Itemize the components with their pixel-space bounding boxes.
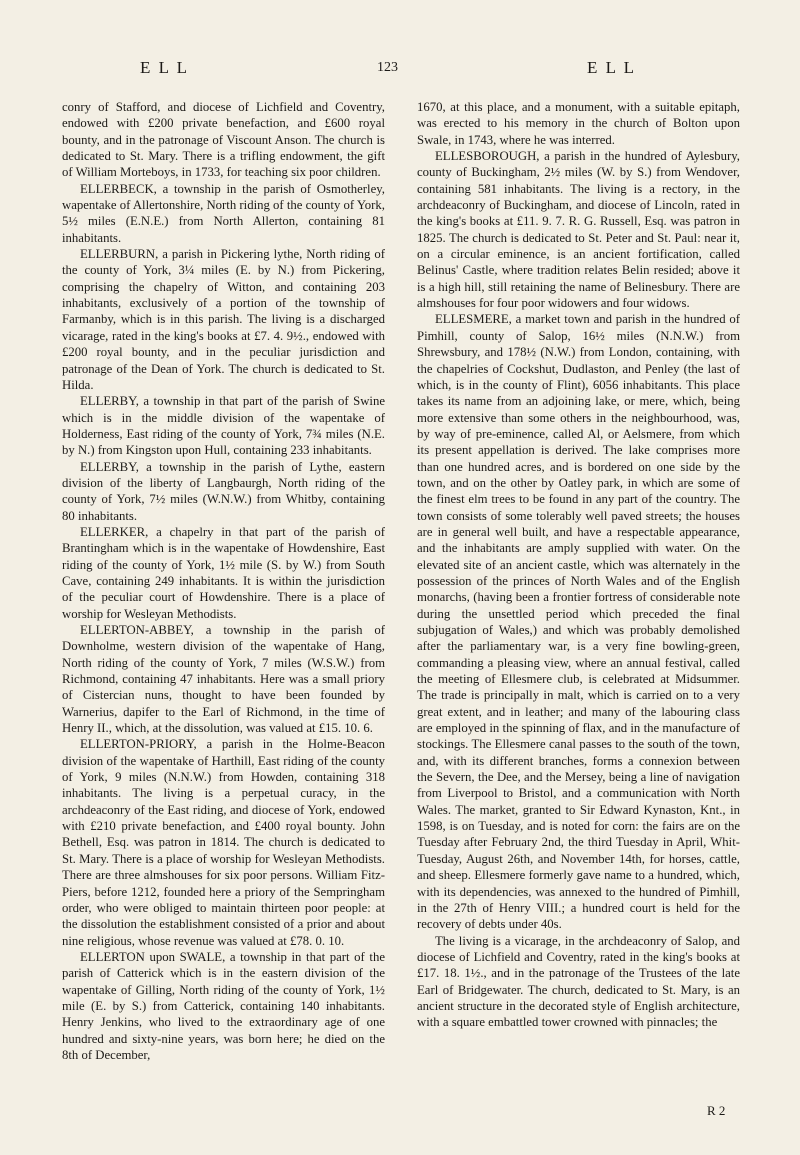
entry-ellerton-abbey: ELLERTON-ABBEY, a township in the parish of Downholme, western division of the wapentake of Hang, North riding of the county of York, 7 miles (W.S.W.) from Richmond, containing 47 inhabitants. Here was a small priory of Cistercian nuns, thought to have been founded by Warnerius, dapifer to the Earl of Richmond, in the time of Henry II., which, at the dissolution, was valued at £15. 10. 6. [62,623,385,736]
running-head-right: E L L [587,58,637,77]
entry-ellerton-priory: ELLERTON-PRIORY, a parish in the Holme-Beacon division of the wapentake of Harthill, East riding of the county of York, 9 miles (N.N.W.) from Howden, containing 318 inhabitants. The living is a perpetual curacy, in the archdeaconry of the East riding, and diocese of York, endowed with £210 private benefaction, and £400 royal bounty. John Bethell, Esq. was patron in 1814. The church is dedicated to St. Mary. There is a place of worship for Wesleyan Methodists. There are three almshouses for six poor persons. William Fitz-Piers, before 1212, founded here a priory of the Sempringham order, who were obliged to maintain thirteen poor people: at the dissolution the establishment consisted of a prior and about nine religious, whose revenue was valued at £78. 0. 10. [62,737,385,948]
entry-ellerker: ELLERKER, a chapelry in that part of the parish of Brantingham which is in the wapentake of Howdenshire, East riding of the county of York, 1½ mile (S. by W.) from South Cave, containing 249 inhabitants. It is within the jurisdiction of the peculiar court of Howdenshire. There is a place of worship for Wesleyan Methodists. [62,524,385,621]
entry-continuation-right: 1670, at this place, and a monument, with a suitable epitaph, was erected to his memory in the church of Bolton upon Swale, in 1743, where he was interred. [417,100,740,147]
left-column [62,99,385,1063]
signature-mark: R 2 [707,1103,726,1118]
entry-ellerby-lythe: ELLERBY, a township in the parish of Lythe, eastern division of the liberty of Langbaurgh, North riding of the county of York, 7½ miles (W.N.W.) from Whitby, containing 80 inhabitants. [62,459,385,523]
entry-ellesmere-living: The living is a vicarage, in the archdeaconry of Salop, and diocese of Lichfield and Coventry, rated in the king's books at £17. 18. 1½., and in the patronage of the Trustees of the late Earl of Bridgewater. The church, dedicated to St. Mary, is an ancient structure in the decorated style of English architecture, with a square embattled tower crowned with pinnacles; the [417,933,740,1030]
running-head [0,58,800,82]
entry-ellesmere: ELLESMERE, a market town and parish in the hundred of Pimhill, county of Salop, 16½ miles (N.N.W.) from Shrewsbury, and 178½ (N.W.) from London, containing, with the chapelries of Cockshut, Dudlaston, and Penley (the last of which, is in the county of Flint), 6056 inhabitants. This place takes its name from an adjoining lake, or mere, which, being more extensive than some others in the neighbourhood, was, by way of pre-eminence, called Al, or Aelsmere, from which its present appellation is derived. The lake comprises more than one hundred acres, and is bordered on one side by the town, and on the other by Oatley park, in which are some of the finest elm trees to be found in any part of the country. The town consists of some tolerably well paved streets; the houses are in general well built, and have a respectable appearance, and the inhabitants are amply supplied with water. On the elevated site of an ancient castle, which was alternately in the possession of the princes of North Wales and of the English monarchs, (having been a frontier fortress of considerable note during the unsettled period which preceded the final subjugation of Wales,) and which was probably demolished after the parliamentary war, is a very fine bowling-green, commanding a pleasing view, where an annual festival, called the meeting of Ellesmere club, is celebrated at Midsummer. The trade is principally in malt, which is carried on to a very great extent, and in leather; and many of the labouring class are employed in the spinning of flax, and in the manufacture of stockings. The Ellesmere canal passes to the south of the town, and, with its different branches, forms a connexion between the Severn, the Dee, and the Mersey, being a line of navigation from Liverpool to Bristol, and a communication with North Wales. The market, granted to Sir Edward Kynaston, Knt., in 1598, is on Tuesday, and is noted for corn: the fairs are on the Tuesday after February 2nd, the third Tuesday in April, Whit-Tuesday, August 26th, and November 14th, for horses, cattle, and sheep. Ellesmere formerly gave name to a hundred, which, with its dependencies, was annexed to the hundred of Pimhill, in the 27th of Henry VIII.; a hundred court is held for the recovery of debts under 40s. [417,312,740,932]
right-column [417,99,740,1031]
entry-ellesborough: ELLESBOROUGH, a parish in the hundred of Aylesbury, county of Buckingham, 2½ miles (W. by S.) from Wendover, containing 581 inhabitants. The living is a rectory, in the archdeaconry of Buckingham, and diocese of Lincoln, rated in the king's books at £11. 9. 7. R. G. Russell, Esq. was patron in 1825. The church is dedicated to St. Peter and St. Paul: near it, on a circular eminence, is an ancient fortification, called Belinus' Castle, where tradition relates Belin resided; above it is a high hill, still retaining the name of Belinesbury. There are almshouses for four poor widowers and four widows. [417,149,740,311]
running-head-left: E L L [140,58,190,77]
entry-ellerby-swine: ELLERBY, a township in that part of the parish of Swine which is in the middle division of the wapentake of Holderness, East riding of the county of York, 7¾ miles (N.E. by N.) from Kingston upon Hull, containing 233 inhabitants. [62,394,385,458]
entry-ellerton-upon-swale: ELLERTON upon SWALE, a township in that part of the parish of Catterick which is in the eastern division of the wapentake of Gilling, North riding of the county of York, 1½ mile (E. by S.) from Catterick, containing 140 inhabitants. Henry Jenkins, who lived to the extraordinary age of one hundred and sixty-nine years, was born here; he died on the 8th of December, [62,949,385,1062]
entry-continuation: conry of Stafford, and diocese of Lichfield and Coventry, endowed with £200 private benefaction, and £600 royal bounty, and in the patronage of Viscount Anson. The church is dedicated to St. Mary. There is a trifling endowment, the gift of William Morteboys, in 1733, for teaching six poor children. [62,100,385,180]
entry-ellerburn: ELLERBURN, a parish in Pickering lythe, North riding of the county of York, 3¼ miles (E. by N.) from Pickering, comprising the chapelry of Witton, and containing 203 inhabitants, exclusively of a portion of the township of Farmanby, which is in this parish. The living is a discharged vicarage, rated in the king's books at £7. 4. 9½., endowed with £200 royal bounty, and in the peculiar jurisdiction and patronage of the Dean of York. The church is dedicated to St. Hilda. [62,247,385,392]
page-number: 123 [377,60,398,75]
entry-ellerbeck: ELLERBECK, a township in the parish of Osmotherley, wapentake of Allertonshire, North riding of the county of York, 5½ miles (E.N.E.) from North Allerton, containing 81 inhabitants. [62,181,385,245]
